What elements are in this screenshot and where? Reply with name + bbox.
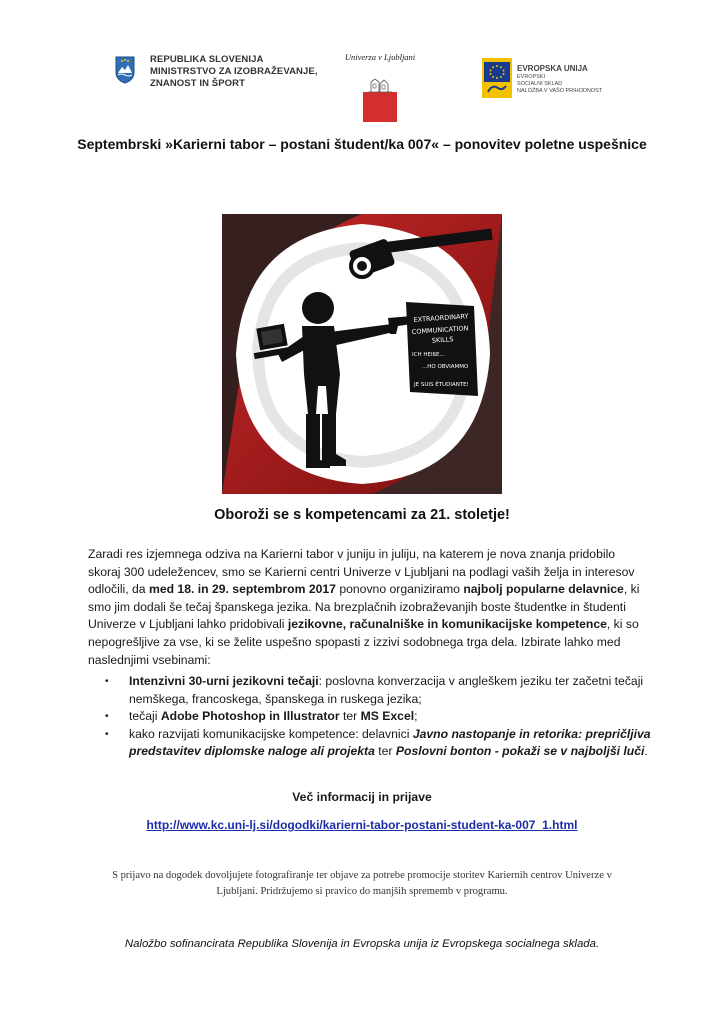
list-item (105, 673, 655, 708)
intro-text-4: , ki so nepogrešljive za vse, ki se želite uspešno spopasti z izzivi sodobnega trga dela. Izbirate lahko med naslednjimi vsebinami: (88, 617, 639, 667)
more-info-heading: Več informacij in prijave (292, 790, 432, 804)
communication-end: . (644, 744, 648, 759)
intro-text-3: , ki smo jim dodali še tečaj španskega jezika. Na brezplačnih izobraževanjih boste študentke in študenti Univerze v Ljubljani lahko pridobivali (88, 582, 640, 632)
eu-line-1: EVROPSKI (517, 74, 546, 80)
bullet-icon: • (105, 711, 109, 723)
communication-sign (406, 302, 478, 396)
communication-workshop-2: Poslovni bonton - pokaži se v najboljši luči (395, 744, 645, 759)
communication-mid: ter (374, 744, 396, 759)
subtitle: Oboroži se s kompetencami za 21. stoletje! (214, 507, 510, 523)
bullet-icon: • (105, 728, 109, 740)
intro-paragraph (88, 546, 648, 669)
ministry-logo (110, 54, 330, 94)
software-courses-mid: ter (339, 709, 361, 724)
intro-text-2: ponovno organiziramo (335, 582, 464, 597)
sign-line-4: ICH HEIßE... (412, 352, 445, 358)
eu-caption (517, 64, 602, 95)
registration-link[interactable]: http://www.kc.uni-lj.si/dogodki/karierni-tabor-postani-student-ka-007_1.html (146, 818, 578, 832)
university-logo (335, 52, 425, 122)
intro-dates: med 18. in 29. septembrom 2017 (148, 582, 336, 597)
page-title: Septembrski »Karierni tabor – postani študent/ka 007« – ponovitev poletne uspešnice (77, 136, 647, 152)
photo-consent-note: S prijavo na dogodek dovoljujete fotografiranje ter objave za potrebe promocije storitev Kariernih centrov Univerze v Ljubljani. Pridržujemo si pravico do manjših sprememb v programu. (112, 870, 612, 897)
ministry-line-3: ZNANOST IN ŠPORT (150, 78, 246, 89)
eu-title: EVROPSKA UNIJA (517, 64, 588, 73)
intro-competences: jezikovne, računalniške in komunikacijske kompetence (287, 617, 607, 632)
list-item (105, 726, 655, 761)
ministry-line-2: MINISTRSTVO ZA IZOBRAŽEVANJE, (150, 66, 318, 77)
software-courses-adobe: Adobe Photoshop in Illustrator (160, 709, 340, 724)
ministry-name (150, 54, 318, 90)
eu-line-2: SOCIALNI SKLAD (517, 81, 563, 87)
eu-line-3: NALOŽBA V VAŠO PRIHODNOST (517, 88, 603, 94)
university-name: Univerza v Ljubljani (344, 52, 416, 62)
bullet-icon: • (105, 676, 109, 687)
funding-footer: Naložbo sofinancirata Republika Slovenija in Evropska unija iz Evropskega socialnega sklada. (124, 938, 600, 950)
communication-pre: kako razvijati komunikacijske kompetence: delavnici (129, 726, 413, 741)
language-courses-label: Intenzivni 30-urni jezikovni tečaji (129, 674, 319, 688)
eu-logo (480, 58, 630, 102)
sign-line-2: COMMUNICATION (411, 324, 469, 337)
course-list (105, 673, 655, 761)
sign-line-1: EXTRAORDINARY (413, 312, 469, 324)
language-courses-text: : poslovna konverzacija v angleškem jeziku ter začetni tečaji nemškega, francoskega, španskega in ruskega jezika; (129, 674, 644, 706)
hero-illustration (222, 214, 502, 494)
sign-line-5: ...HO OBVIAMMO (422, 364, 469, 370)
software-courses-end: ; (414, 709, 418, 724)
communication-workshop-1: Javno nastopanje in retorika: prepričljiva predstavitev diplomske naloge ali projekta (129, 726, 651, 759)
slovenia-crest-icon (115, 56, 135, 84)
eu-flag-icon (482, 58, 512, 98)
software-courses-pre: tečaji (129, 709, 161, 724)
software-courses-excel: MS Excel (360, 709, 415, 724)
ministry-line-1: REPUBLIKA SLOVENIJA (150, 54, 264, 65)
sign-line-6: JE SUIS ÉTUDIANTE! (414, 382, 469, 388)
intro-text-1: Zaradi res izjemnega odziva na Karierni tabor v juniju in juliju, na katerem je nova znanja pridobilo skoraj 300 udeležencev, smo se Karierni centri Univerze v Ljubljani na podlagi vaših želja in interesov odločili, da (88, 547, 635, 597)
intro-popular-workshops: najbolj popularne delavnice (463, 582, 624, 597)
university-emblem-icon (363, 78, 397, 122)
sign-line-3: SKILLS (431, 335, 454, 345)
list-item (105, 708, 655, 726)
